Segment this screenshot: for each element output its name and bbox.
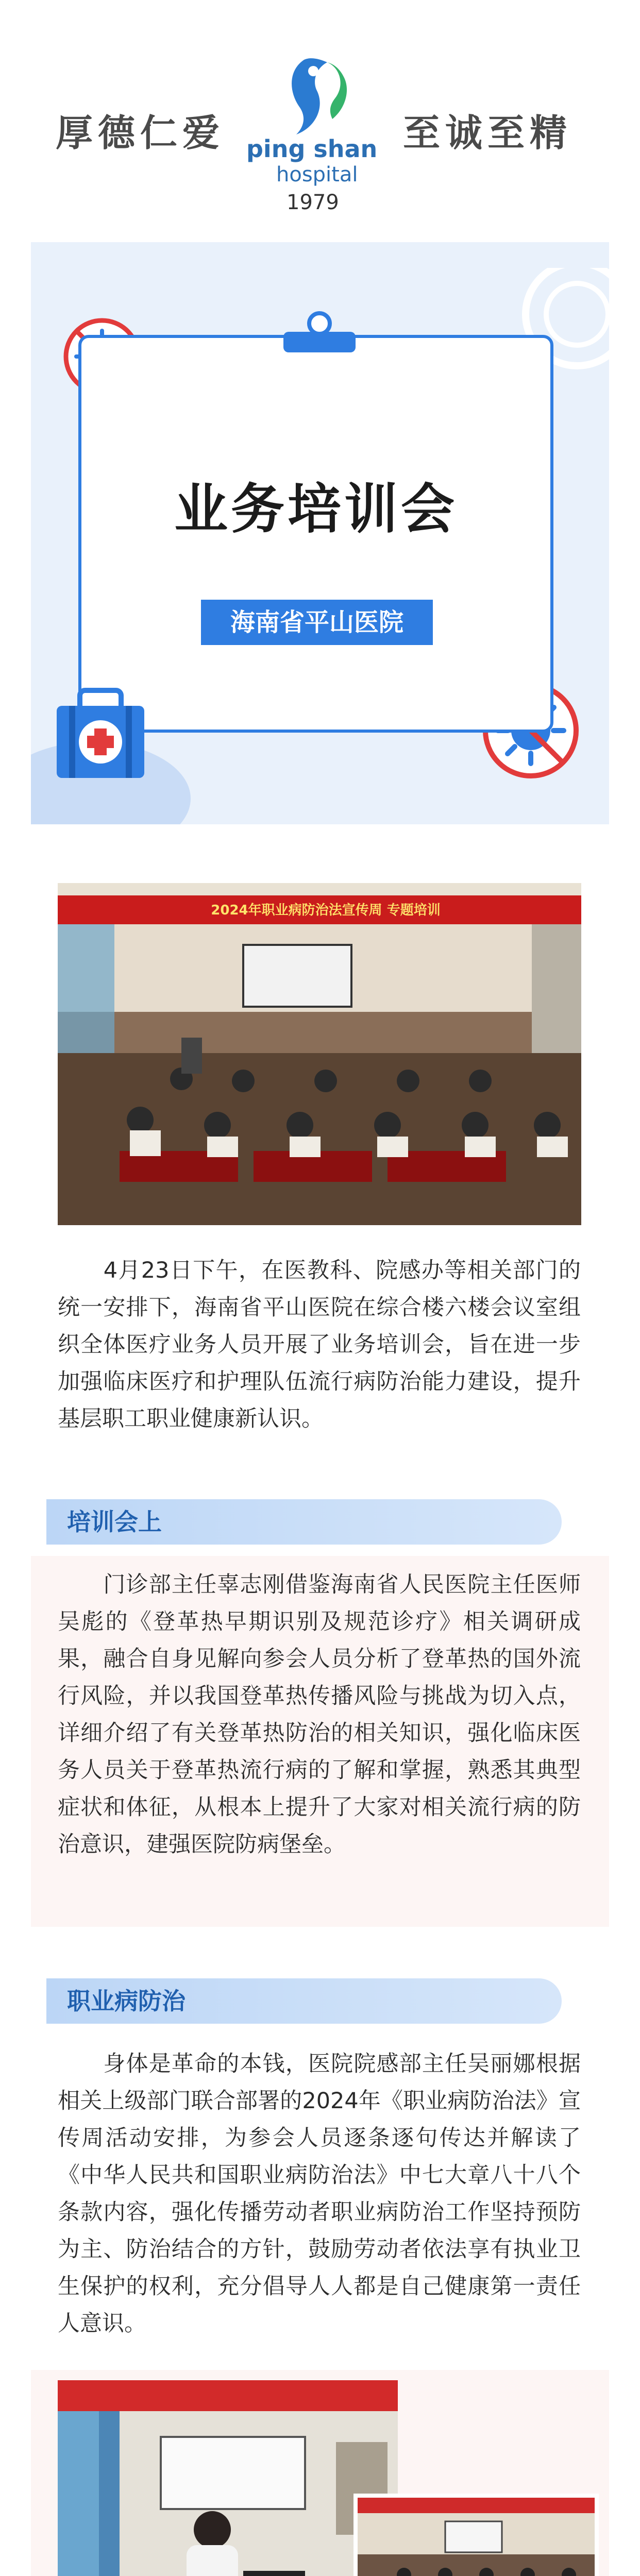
logo-mark-icon <box>268 49 366 137</box>
section-heading-training-label: 培训会上 <box>67 1508 162 1536</box>
section1-paragraph: 门诊部主任辜志刚借鉴海南省人民医院主任医师吴彪的《登革热早期识别及规范诊疗》相关调研成果，融合自身见解向参会人员分析了登革热的国外流行风险，并以我国登革热传播风险与挑战为切入点，详细介绍了有关登革热防治的相关知识，强化临床医务人员关于登革热流行病的了解和掌握，熟悉其典型症状和体征，从根本上提升了大家对相关流行病的防治意识，建强医院防病堡垒。 <box>58 1572 581 1857</box>
logo-text-shan: shan <box>313 135 378 163</box>
banner-badge: 海南省平山医院 <box>201 600 433 645</box>
intro-paragraph: 4月23日下午，在医教科、院感办等相关部门的统一安排下，海南省平山医院在综合楼六楼会议室组织全体医疗业务人员开展了业务培训会，旨在进一步加强临床医疗和护理队伍流行病防治能力建设，提升基层职工职业健康新认识。 <box>58 1258 581 1432</box>
section-heading-occupational-label: 职业病防治 <box>67 1987 186 2015</box>
banner-card <box>78 335 553 733</box>
logo-text-hospital: hospital <box>276 163 358 187</box>
banner-title: 业务培训会 <box>174 478 458 540</box>
motto-left: 厚德仁爱 <box>56 111 225 155</box>
medical-kit-icon <box>52 685 149 783</box>
section-heading-occupational <box>46 1978 562 2024</box>
motto-right: 至诚至精 <box>403 111 572 155</box>
speaker-illustration <box>58 2380 398 2576</box>
clipboard-clip-icon <box>278 310 361 357</box>
logo-text-ping: ping <box>246 135 306 163</box>
section-heading-training <box>46 1499 562 1545</box>
photo-banner-caption: 2024年职业病防治法宣传周 专题培训 <box>211 903 441 918</box>
training-photo-3 <box>353 2494 599 2576</box>
section2-paragraph: 身体是革命的本钱，医院院感部主任吴丽娜根据相关上级部门联合部署的2024年《职业病防治法》宣传周活动安排，为参会人员逐条逐句传达并解读了《中华人民共和国职业病防治法》中七大章八十八个条款内容，强化传播劳动者职业病防治工作坚持预防为主、防治结合的方针，鼓励劳动者依法享有执业卫生保护的权利，充分倡导人人都是自己健康第一责任人意识。 <box>58 2051 581 2336</box>
training-photo-2 <box>58 2380 398 2576</box>
logo-year: 1979 <box>287 191 339 214</box>
audience-illustration <box>358 2498 595 2576</box>
conference-room-illustration <box>58 883 581 1225</box>
training-photo-1 <box>58 883 581 1225</box>
